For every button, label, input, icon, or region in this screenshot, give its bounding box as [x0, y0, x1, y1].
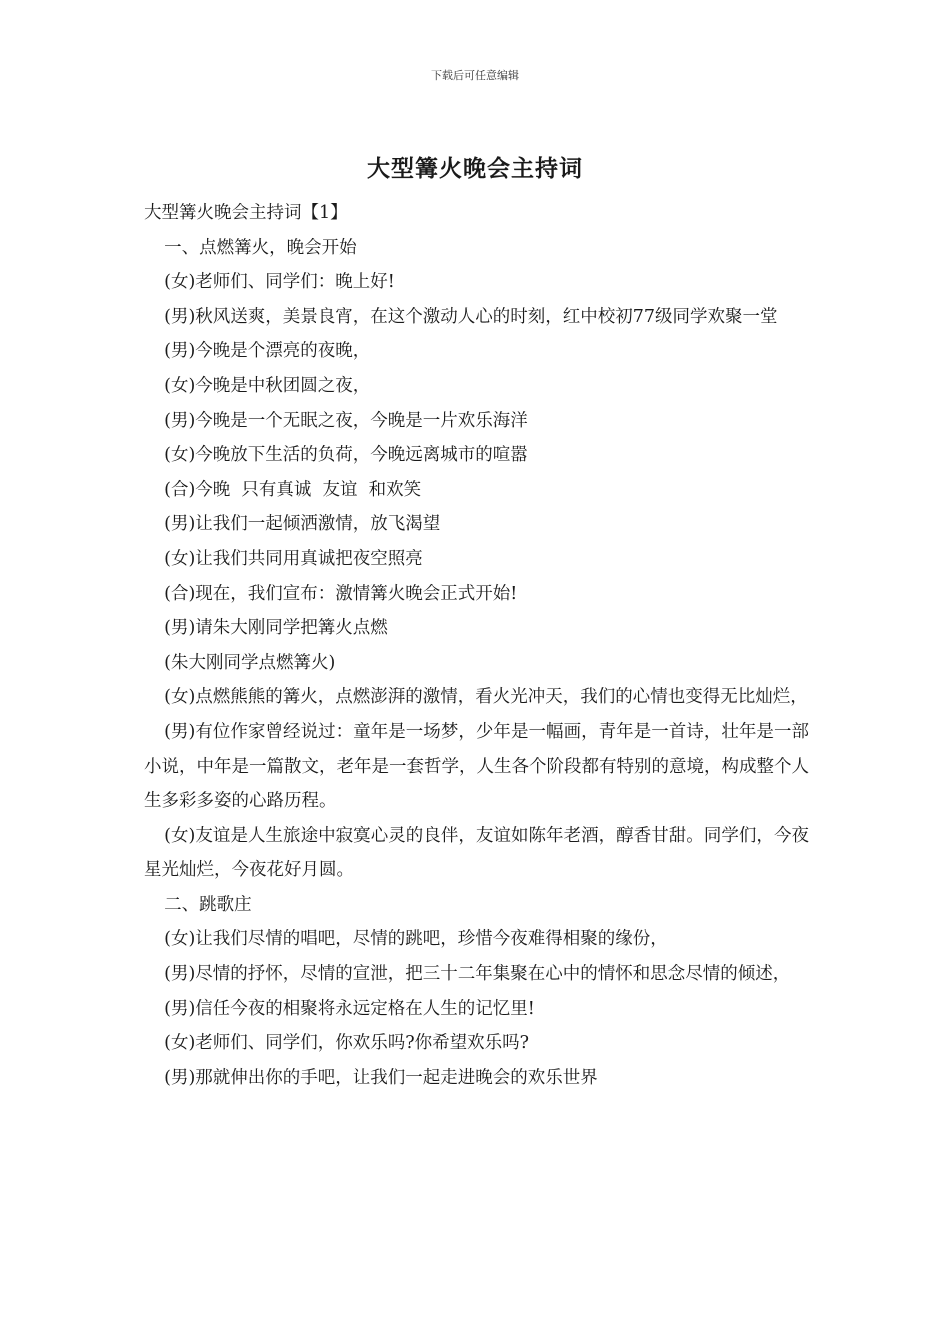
document-title: 大型篝火晚会主持词 [367, 155, 583, 182]
paragraph: (男)那就伸出你的手吧，让我们一起走进晚会的欢乐世界 [164, 1067, 598, 1088]
paragraph: (男)今晚是个漂亮的夜晚， [164, 341, 371, 362]
paragraph: (女)让我们共同用真诚把夜空照亮 [164, 548, 423, 569]
paragraph: (男)信任今夜的相聚将永远定格在人生的记忆里! [164, 998, 535, 1019]
paragraph: (男)今晚是一个无眠之夜，今晚是一片欢乐海洋 [164, 410, 528, 431]
section-heading: 大型篝火晚会主持词【1】 [144, 203, 348, 223]
subsection-heading: 一、点燃篝火，晚会开始 [164, 237, 357, 258]
subsection-heading: 二、跳歌庄 [164, 894, 252, 915]
paragraph: (女)友谊是人生旅途中寂寞心灵的良伴，友谊如陈年老酒，醇香甘甜。同学们，今夜星光灿烂，今夜花好月圆。 [144, 825, 809, 881]
paragraph: (男)秋风送爽，美景良宵，在这个激动人心的时刻，红中校初77级同学欢聚一堂 [164, 306, 778, 327]
paragraph: (女)老师们、同学们：晚上好! [164, 272, 395, 293]
paragraph: (朱大刚同学点燃篝火) [164, 652, 336, 673]
header-note: 下载后可任意编辑 [431, 69, 519, 82]
paragraph: (女)今晚是中秋团圆之夜， [164, 375, 371, 396]
paragraph: (男)请朱大刚同学把篝火点燃 [164, 618, 388, 639]
paragraph: (女)让我们尽情的唱吧，尽情的跳吧，珍惜今夜难得相聚的缘份， [164, 929, 668, 950]
paragraph: (女)今晚放下生活的负荷，今晚远离城市的喧嚣 [164, 445, 528, 466]
paragraph: (男)让我们一起倾洒激情，放飞渴望 [164, 514, 441, 535]
paragraph: (女)点燃熊熊的篝火，点燃澎湃的激情，看火光冲天，我们的心情也变得无比灿烂， [164, 687, 808, 708]
paragraph: (男)有位作家曾经说过：童年是一场梦，少年是一幅画，青年是一首诗，壮年是一部小说，中年是一篇散文，老年是一套哲学，人生各个阶段都有特别的意境，构成整个人生多彩多姿的心路历程。 [144, 721, 809, 812]
paragraph: (合)今晚 只有真诚 友谊 和欢笑 [164, 479, 422, 500]
paragraph: (合)现在，我们宣布：激情篝火晚会正式开始! [164, 583, 518, 604]
document-body [144, 196, 809, 1095]
paragraph: (女)老师们、同学们，你欢乐吗?你希望欢乐吗? [164, 1033, 530, 1054]
paragraph: (男)尽情的抒怀，尽情的宣泄，把三十二年集聚在心中的情怀和思念尽情的倾述， [164, 964, 791, 985]
